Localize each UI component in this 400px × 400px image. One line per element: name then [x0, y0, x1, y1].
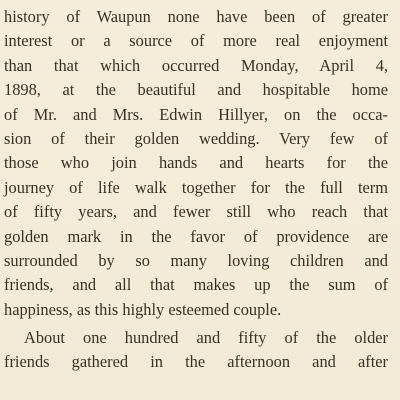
text-line: sion of their golden wedding. Very few of — [4, 128, 388, 148]
text-line: surrounded by so many loving children and — [4, 250, 388, 270]
text-line: friends, and all that makes up the sum of — [4, 275, 388, 295]
article-text — [4, 5, 388, 375]
text-line: 1898, at the beautiful and hospitable home — [4, 80, 388, 100]
text-line: journey of life walk together for the full term — [4, 177, 388, 197]
text-line: of fifty years, and fewer still who reach that — [4, 202, 388, 222]
text-line: golden mark in the favor of providence are — [4, 226, 388, 246]
text-line: happiness, as this highly esteemed couple. — [4, 299, 282, 319]
text-line: history of Waupun none have been of greater — [4, 7, 388, 26]
text-line: than that which occurred Monday, April 4, — [4, 55, 388, 75]
text-line: of Mr. and Mrs. Edwin Hillyer, on the occa- — [4, 104, 388, 124]
text-line: About one hundred and fifty of the older — [24, 328, 388, 348]
text-line: friends gathered in the afternoon and after — [4, 352, 388, 372]
paragraph — [4, 5, 388, 322]
text-line: those who join hands and hearts for the — [4, 153, 388, 173]
text-line: interest or a source of more real enjoyment — [4, 31, 388, 51]
paragraph — [4, 326, 388, 375]
